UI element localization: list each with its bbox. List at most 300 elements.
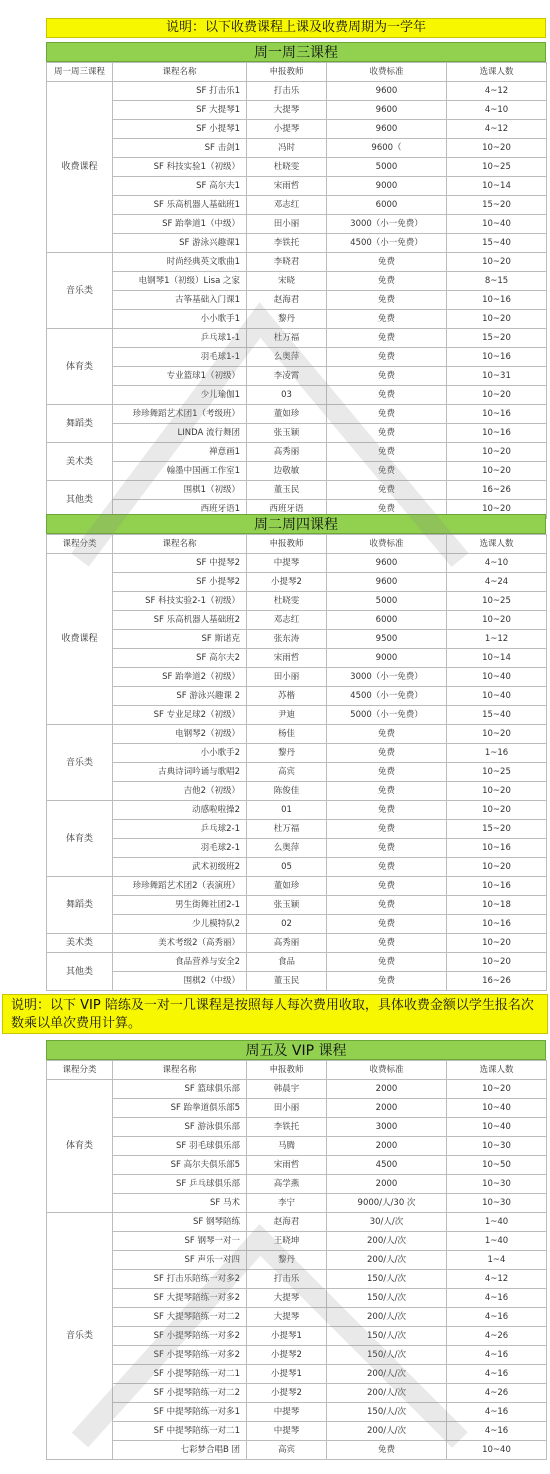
fee-cell: 2000 [327, 1099, 447, 1118]
capacity-cell: 10~16 [447, 424, 547, 443]
capacity-cell: 10~30 [447, 1194, 547, 1213]
course-name-cell: SF 钢琴一对一 [113, 1232, 247, 1251]
capacity-cell: 15~20 [447, 820, 547, 839]
teacher-cell: 打击乐 [247, 1270, 327, 1289]
fee-cell: 免费 [327, 405, 447, 424]
section-title: 周五及 VIP 课程 [46, 1040, 546, 1060]
course-name-cell: SF 小提琴陪练一对多2 [113, 1346, 247, 1365]
column-header: 周一周三课程 [47, 63, 113, 82]
fee-cell: 5000 [327, 158, 447, 177]
course-name-cell: SF 中提琴陪练一对多1 [113, 1403, 247, 1422]
capacity-cell: 15~40 [447, 706, 547, 725]
table-row [47, 573, 547, 592]
teacher-cell: 小提琴2 [247, 1346, 327, 1365]
course-name-cell: 乒乓球1-1 [113, 329, 247, 348]
course-name-cell: SF 小提琴1 [113, 120, 247, 139]
fee-cell: 免费 [327, 348, 447, 367]
course-name-cell: SF 声乐一对四 [113, 1251, 247, 1270]
fee-cell: 免费 [327, 763, 447, 782]
table-row [47, 630, 547, 649]
capacity-cell: 10~40 [447, 1441, 547, 1460]
teacher-cell: 高秀丽 [247, 443, 327, 462]
capacity-cell: 10~16 [447, 405, 547, 424]
course-name-cell: 古典诗词吟诵与歌唱2 [113, 763, 247, 782]
capacity-cell: 10~16 [447, 877, 547, 896]
teacher-cell: 冯时 [247, 139, 327, 158]
teacher-cell: 李晓君 [247, 253, 327, 272]
course-name-cell: SF 中提琴2 [113, 554, 247, 573]
table-row [47, 196, 547, 215]
table-row [47, 1194, 547, 1213]
teacher-cell: 邓志红 [247, 611, 327, 630]
fee-cell: 200/人/次 [327, 1308, 447, 1327]
capacity-cell: 4~24 [447, 573, 547, 592]
capacity-cell: 10~20 [447, 611, 547, 630]
teacher-cell: 宋雨哲 [247, 177, 327, 196]
course-table [46, 1060, 547, 1460]
teacher-cell: 01 [247, 801, 327, 820]
teacher-cell: 邓志红 [247, 196, 327, 215]
course-name-cell: SF 斯诺克 [113, 630, 247, 649]
teacher-cell: 小提琴2 [247, 1384, 327, 1403]
teacher-cell: 杨佳 [247, 725, 327, 744]
teacher-cell: 02 [247, 915, 327, 934]
course-name-cell: 古筝基础入门课1 [113, 291, 247, 310]
table-row [47, 744, 547, 763]
teacher-cell: 张东涛 [247, 630, 327, 649]
teacher-cell: 董如珍 [247, 405, 327, 424]
course-name-cell: 羽毛球1-1 [113, 348, 247, 367]
table-header-row [47, 1061, 547, 1080]
capacity-cell: 10~16 [447, 348, 547, 367]
teacher-cell: 中提琴 [247, 554, 327, 573]
teacher-cell: 打击乐 [247, 82, 327, 101]
fee-cell: 200/人/次 [327, 1251, 447, 1270]
fee-cell: 150/人/次 [327, 1327, 447, 1346]
course-name-cell: 围棋2（中级） [113, 972, 247, 991]
capacity-cell: 10~20 [447, 725, 547, 744]
table-row [47, 1384, 547, 1403]
column-header: 收费标准 [327, 535, 447, 554]
notice-top: 说明：以下收费课程上课及收费周期为一学年 [46, 18, 546, 38]
capacity-cell: 1~4 [447, 1251, 547, 1270]
course-name-cell: SF 游泳兴趣课 2 [113, 687, 247, 706]
course-name-cell: SF 大提琴陪练一对二2 [113, 1308, 247, 1327]
table-row [47, 82, 547, 101]
capacity-cell: 10~16 [447, 915, 547, 934]
capacity-cell: 15~20 [447, 196, 547, 215]
course-table [46, 62, 547, 519]
course-name-cell: 小小歌手2 [113, 744, 247, 763]
fee-cell: 免费 [327, 801, 447, 820]
fee-cell: 免费 [327, 725, 447, 744]
fee-cell: 免费 [327, 500, 447, 519]
column-header: 选课人数 [447, 63, 547, 82]
course-name-cell: SF 乒乓球俱乐部 [113, 1175, 247, 1194]
column-header: 选课人数 [447, 535, 547, 554]
course-name-cell: 珍珍舞蹈艺术团2（表演班） [113, 877, 247, 896]
table-row [47, 649, 547, 668]
course-name-cell: SF 羽毛球俱乐部 [113, 1137, 247, 1156]
fee-cell: 4500 [327, 1156, 447, 1175]
table-row [47, 877, 547, 896]
fee-cell: 9500 [327, 630, 447, 649]
capacity-cell: 4~10 [447, 554, 547, 573]
teacher-cell: 中提琴 [247, 1422, 327, 1441]
fee-cell: 5000（小一免费） [327, 706, 447, 725]
capacity-cell: 4~16 [447, 1308, 547, 1327]
course-name-cell: 动感啦啦操2 [113, 801, 247, 820]
capacity-cell: 4~26 [447, 1327, 547, 1346]
capacity-cell: 10~20 [447, 1080, 547, 1099]
teacher-cell: 王晓坤 [247, 1232, 327, 1251]
fee-cell: 9600 [327, 101, 447, 120]
column-header: 课程名称 [113, 1061, 247, 1080]
capacity-cell: 10~14 [447, 649, 547, 668]
table-row [47, 310, 547, 329]
course-name-cell: SF 高尔夫2 [113, 649, 247, 668]
fee-cell: 免费 [327, 858, 447, 877]
fee-cell: 6000 [327, 611, 447, 630]
course-name-cell: 少儿模特队2 [113, 915, 247, 934]
table-row [47, 272, 547, 291]
fee-cell: 2000 [327, 1175, 447, 1194]
fee-cell: 免费 [327, 443, 447, 462]
capacity-cell: 10~40 [447, 687, 547, 706]
course-name-cell: SF 中提琴陪练一对二1 [113, 1422, 247, 1441]
table-row [47, 1289, 547, 1308]
teacher-cell: 杜晓雯 [247, 158, 327, 177]
category-cell: 体育类 [47, 329, 113, 405]
teacher-cell: 高宾 [247, 1441, 327, 1460]
teacher-cell: 赵海君 [247, 291, 327, 310]
teacher-cell: 李铁托 [247, 1118, 327, 1137]
table-row [47, 120, 547, 139]
table-row [47, 972, 547, 991]
table-row [47, 1441, 547, 1460]
table-row [47, 424, 547, 443]
fee-cell: 9600 [327, 82, 447, 101]
course-name-cell: SF 打击乐陪练一对多2 [113, 1270, 247, 1289]
column-header: 收费标准 [327, 63, 447, 82]
course-name-cell: SF 小提琴陪练一对二1 [113, 1365, 247, 1384]
category-cell: 收费课程 [47, 82, 113, 253]
course-name-cell: SF 小提琴陪练一对多2 [113, 1327, 247, 1346]
fee-cell: 150/人/次 [327, 1346, 447, 1365]
fee-cell: 免费 [327, 839, 447, 858]
capacity-cell: 10~16 [447, 839, 547, 858]
teacher-cell: 韩晨宇 [247, 1080, 327, 1099]
capacity-cell: 4~16 [447, 1403, 547, 1422]
teacher-cell: 张玉颖 [247, 896, 327, 915]
fee-cell: 200/人/次 [327, 1422, 447, 1441]
column-header: 收费标准 [327, 1061, 447, 1080]
capacity-cell: 10~20 [447, 953, 547, 972]
capacity-cell: 4~16 [447, 1365, 547, 1384]
notice-vip: 说明：以下 VIP 陪练及一对一几课程是按照每人每次费用收取，具体收费金额以学生报名次数乘以单次费用计算。 [2, 994, 548, 1034]
capacity-cell: 10~31 [447, 367, 547, 386]
teacher-cell: 03 [247, 386, 327, 405]
fee-cell: 150/人/次 [327, 1289, 447, 1308]
course-name-cell: SF 大提琴陪练一对多2 [113, 1289, 247, 1308]
fee-cell: 3000（小一免费） [327, 215, 447, 234]
capacity-cell: 10~20 [447, 462, 547, 481]
capacity-cell: 1~40 [447, 1232, 547, 1251]
capacity-cell: 10~14 [447, 177, 547, 196]
teacher-cell: 黎丹 [247, 1251, 327, 1270]
table-row [47, 725, 547, 744]
capacity-cell: 10~20 [447, 310, 547, 329]
fee-cell: 免费 [327, 253, 447, 272]
teacher-cell: 苏楷 [247, 687, 327, 706]
course-name-cell: 围棋1（初级） [113, 481, 247, 500]
table-row [47, 1156, 547, 1175]
table-row [47, 348, 547, 367]
capacity-cell: 10~18 [447, 896, 547, 915]
category-cell: 音乐类 [47, 253, 113, 329]
table-row [47, 934, 547, 953]
category-cell: 美术类 [47, 443, 113, 481]
table-row [47, 1099, 547, 1118]
table-row [47, 1270, 547, 1289]
teacher-cell: 西班牙语 [247, 500, 327, 519]
teacher-cell: 陈俊佳 [247, 782, 327, 801]
table-row [47, 291, 547, 310]
teacher-cell: 宋雨哲 [247, 649, 327, 668]
section-title: 周二周四课程 [46, 514, 546, 534]
capacity-cell: 10~30 [447, 1137, 547, 1156]
capacity-cell: 4~16 [447, 1289, 547, 1308]
course-name-cell: 时尚经典英文歌曲1 [113, 253, 247, 272]
table-row [47, 611, 547, 630]
course-name-cell: 羽毛球2-1 [113, 839, 247, 858]
course-name-cell: 七彩梦合唱B 团 [113, 1441, 247, 1460]
fee-cell: 3000（小一免费） [327, 668, 447, 687]
course-name-cell: 食品营养与安全2 [113, 953, 247, 972]
course-name-cell: SF 篮球俱乐部 [113, 1080, 247, 1099]
capacity-cell: 10~20 [447, 858, 547, 877]
course-name-cell: SF 马术 [113, 1194, 247, 1213]
course-name-cell: SF 乐高机器人基础班1 [113, 196, 247, 215]
fee-cell: 免费 [327, 953, 447, 972]
fee-cell: 9600（ [327, 139, 447, 158]
capacity-cell: 10~20 [447, 386, 547, 405]
fee-cell: 9600 [327, 120, 447, 139]
table-row [47, 1403, 547, 1422]
fee-cell: 免费 [327, 782, 447, 801]
fee-cell: 6000 [327, 196, 447, 215]
table-row [47, 177, 547, 196]
teacher-cell: 食品 [247, 953, 327, 972]
fee-cell: 免费 [327, 896, 447, 915]
fee-cell: 4500（小一免费） [327, 234, 447, 253]
course-name-cell: SF 小提琴2 [113, 573, 247, 592]
course-name-cell: 电钢琴2（初级） [113, 725, 247, 744]
capacity-cell: 10~50 [447, 1156, 547, 1175]
course-name-cell: 珍珍舞蹈艺术团1（考级班） [113, 405, 247, 424]
fee-cell: 3000 [327, 1118, 447, 1137]
course-name-cell: SF 大提琴1 [113, 101, 247, 120]
table-row [47, 706, 547, 725]
table-row [47, 592, 547, 611]
course-name-cell: 小小歌手1 [113, 310, 247, 329]
table-header-row [47, 535, 547, 554]
capacity-cell: 10~20 [447, 443, 547, 462]
course-name-cell: SF 专业足球2（初级） [113, 706, 247, 725]
teacher-cell: 赵海君 [247, 1213, 327, 1232]
category-cell: 音乐类 [47, 725, 113, 801]
course-name-cell: SF 钢琴陪练 [113, 1213, 247, 1232]
course-name-cell: SF 游泳俱乐部 [113, 1118, 247, 1137]
teacher-cell: 杜万福 [247, 329, 327, 348]
table-row [47, 782, 547, 801]
category-cell: 舞蹈类 [47, 877, 113, 934]
teacher-cell: 小提琴2 [247, 573, 327, 592]
teacher-cell: 边敬敏 [247, 462, 327, 481]
teacher-cell: 小提琴 [247, 120, 327, 139]
teacher-cell: 杜万福 [247, 820, 327, 839]
teacher-cell: 董如珍 [247, 877, 327, 896]
teacher-cell: 么奥萍 [247, 839, 327, 858]
course-name-cell: SF 跆拳道1（中级） [113, 215, 247, 234]
fee-cell: 200/人/次 [327, 1365, 447, 1384]
table-row [47, 367, 547, 386]
teacher-cell: 田小丽 [247, 668, 327, 687]
fee-cell: 免费 [327, 329, 447, 348]
fee-cell: 150/人/次 [327, 1270, 447, 1289]
column-header: 申报教师 [247, 1061, 327, 1080]
teacher-cell: 董玉民 [247, 481, 327, 500]
capacity-cell: 10~20 [447, 801, 547, 820]
fee-cell: 免费 [327, 272, 447, 291]
capacity-cell: 10~40 [447, 668, 547, 687]
capacity-cell: 4~26 [447, 1384, 547, 1403]
teacher-cell: 黎丹 [247, 744, 327, 763]
teacher-cell: 高宾 [247, 763, 327, 782]
capacity-cell: 15~20 [447, 329, 547, 348]
course-name-cell: 专业篮球1（初级） [113, 367, 247, 386]
teacher-cell: 李宁 [247, 1194, 327, 1213]
table-row [47, 481, 547, 500]
capacity-cell: 1~16 [447, 744, 547, 763]
table-row [47, 386, 547, 405]
teacher-cell: 田小丽 [247, 1099, 327, 1118]
capacity-cell: 15~40 [447, 234, 547, 253]
table-row [47, 820, 547, 839]
teacher-cell: 田小丽 [247, 215, 327, 234]
capacity-cell: 4~12 [447, 82, 547, 101]
table-row [47, 234, 547, 253]
capacity-cell: 1~12 [447, 630, 547, 649]
capacity-cell: 10~30 [447, 1175, 547, 1194]
fee-cell: 免费 [327, 744, 447, 763]
course-name-cell: SF 跆拳道俱乐部5 [113, 1099, 247, 1118]
teacher-cell: 马腾 [247, 1137, 327, 1156]
teacher-cell: 黎丹 [247, 310, 327, 329]
teacher-cell: 小提琴1 [247, 1327, 327, 1346]
table-row [47, 158, 547, 177]
teacher-cell: 大提琴 [247, 1289, 327, 1308]
course-name-cell: SF 高尔夫1 [113, 177, 247, 196]
table-row [47, 1327, 547, 1346]
course-name-cell: 西班牙语1 [113, 500, 247, 519]
capacity-cell: 10~20 [447, 500, 547, 519]
table-row [47, 139, 547, 158]
course-name-cell: LINDA 流行舞团 [113, 424, 247, 443]
teacher-cell: 大提琴 [247, 1308, 327, 1327]
teacher-cell: 小提琴1 [247, 1365, 327, 1384]
table-row [47, 801, 547, 820]
teacher-cell: 高秀丽 [247, 934, 327, 953]
capacity-cell: 1~40 [447, 1213, 547, 1232]
fee-cell: 9000 [327, 649, 447, 668]
fee-cell: 免费 [327, 481, 447, 500]
table-row [47, 1346, 547, 1365]
course-name-cell: 武术初级班2 [113, 858, 247, 877]
table-row [47, 1422, 547, 1441]
capacity-cell: 4~12 [447, 120, 547, 139]
table-row [47, 1365, 547, 1384]
category-cell: 体育类 [47, 1080, 113, 1213]
capacity-cell: 10~20 [447, 139, 547, 158]
fee-cell: 免费 [327, 877, 447, 896]
table-row [47, 953, 547, 972]
teacher-cell: 中提琴 [247, 1403, 327, 1422]
capacity-cell: 10~40 [447, 215, 547, 234]
teacher-cell: 05 [247, 858, 327, 877]
category-cell: 音乐类 [47, 1213, 113, 1460]
section-tue-thu [46, 514, 546, 991]
section-fri-vip [46, 1040, 546, 1460]
table-row [47, 329, 547, 348]
fee-cell: 免费 [327, 462, 447, 481]
capacity-cell: 10~25 [447, 158, 547, 177]
column-header: 课程分类 [47, 1061, 113, 1080]
fee-cell: 免费 [327, 291, 447, 310]
table-row [47, 915, 547, 934]
capacity-cell: 4~10 [447, 101, 547, 120]
capacity-cell: 10~20 [447, 253, 547, 272]
table-row [47, 1137, 547, 1156]
course-name-cell: 乒乓球2-1 [113, 820, 247, 839]
fee-cell: 4500（小一免费） [327, 687, 447, 706]
course-name-cell: 翰墨中国画工作室1 [113, 462, 247, 481]
capacity-cell: 10~20 [447, 782, 547, 801]
column-header: 申报教师 [247, 63, 327, 82]
teacher-cell: 宋雨哲 [247, 1156, 327, 1175]
teacher-cell: 张玉颖 [247, 424, 327, 443]
capacity-cell: 10~40 [447, 1099, 547, 1118]
teacher-cell: 李凌霄 [247, 367, 327, 386]
table-header-row [47, 63, 547, 82]
teacher-cell: 董玉民 [247, 972, 327, 991]
fee-cell: 200/人/次 [327, 1384, 447, 1403]
column-header: 选课人数 [447, 1061, 547, 1080]
fee-cell: 2000 [327, 1137, 447, 1156]
category-cell: 美术类 [47, 934, 113, 953]
fee-cell: 9000 [327, 177, 447, 196]
fee-cell: 免费 [327, 972, 447, 991]
fee-cell: 5000 [327, 592, 447, 611]
table-row [47, 1080, 547, 1099]
course-name-cell: 男生街舞社团2-1 [113, 896, 247, 915]
table-row [47, 1232, 547, 1251]
table-row [47, 668, 547, 687]
table-row [47, 215, 547, 234]
table-row [47, 554, 547, 573]
fee-cell: 免费 [327, 934, 447, 953]
category-cell: 舞蹈类 [47, 405, 113, 443]
